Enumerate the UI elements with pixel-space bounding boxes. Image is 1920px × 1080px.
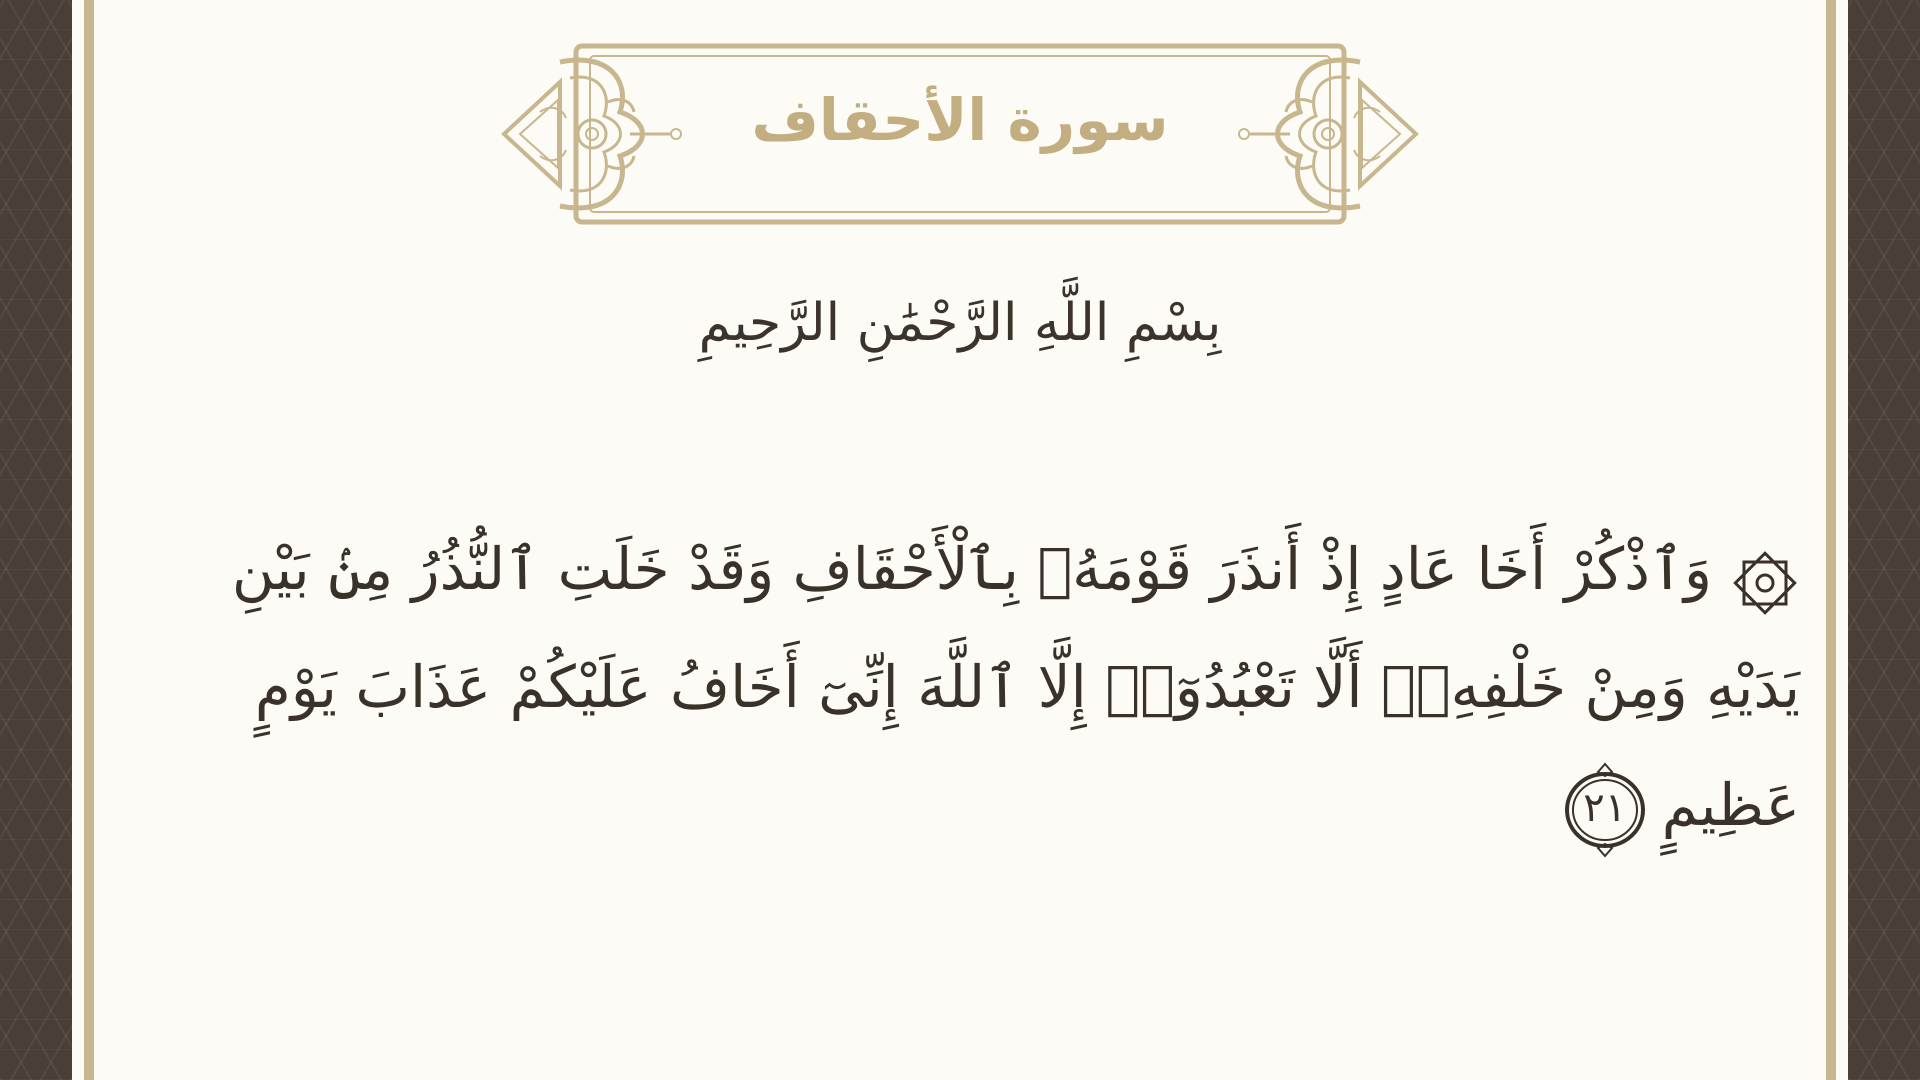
verse-block	[150, 510, 1800, 864]
right-ornamental-border	[1848, 0, 1920, 1080]
basmala: بِسْمِ اللَّهِ الرَّحْمَٰنِ الرَّحِيمِ	[698, 293, 1222, 353]
verse-text: وَٱذْكُرْ أَخَا عَادٍ إِذْ أَنذَرَ قَوْمَهُۥ بِٱلْأَحْقَافِ وَقَدْ خَلَتِ ٱلنُّذُرُ مِنۢ بَيْنِ يَدَيْهِ وَمِنْ خَلْفِهِۦٓ أَلَّا تَعْبُدُوٓا۟ إِلَّا ٱللَّهَ إِنِّىٓ أَخَافُ عَلَيْكُمْ عَذَابَ يَوْمٍ عَظِيمٍ	[231, 535, 1800, 839]
left-ornamental-border	[0, 0, 72, 1080]
rub-el-hizb-icon	[1730, 539, 1800, 609]
surah-title: سورة الأحقاف	[751, 86, 1169, 154]
left-gold-rule	[84, 0, 94, 1080]
ayah-number: ٢١	[1583, 784, 1627, 831]
surah-title-frame	[500, 42, 1420, 226]
ayah-end-marker	[1560, 762, 1650, 858]
right-gold-rule	[1826, 0, 1836, 1080]
